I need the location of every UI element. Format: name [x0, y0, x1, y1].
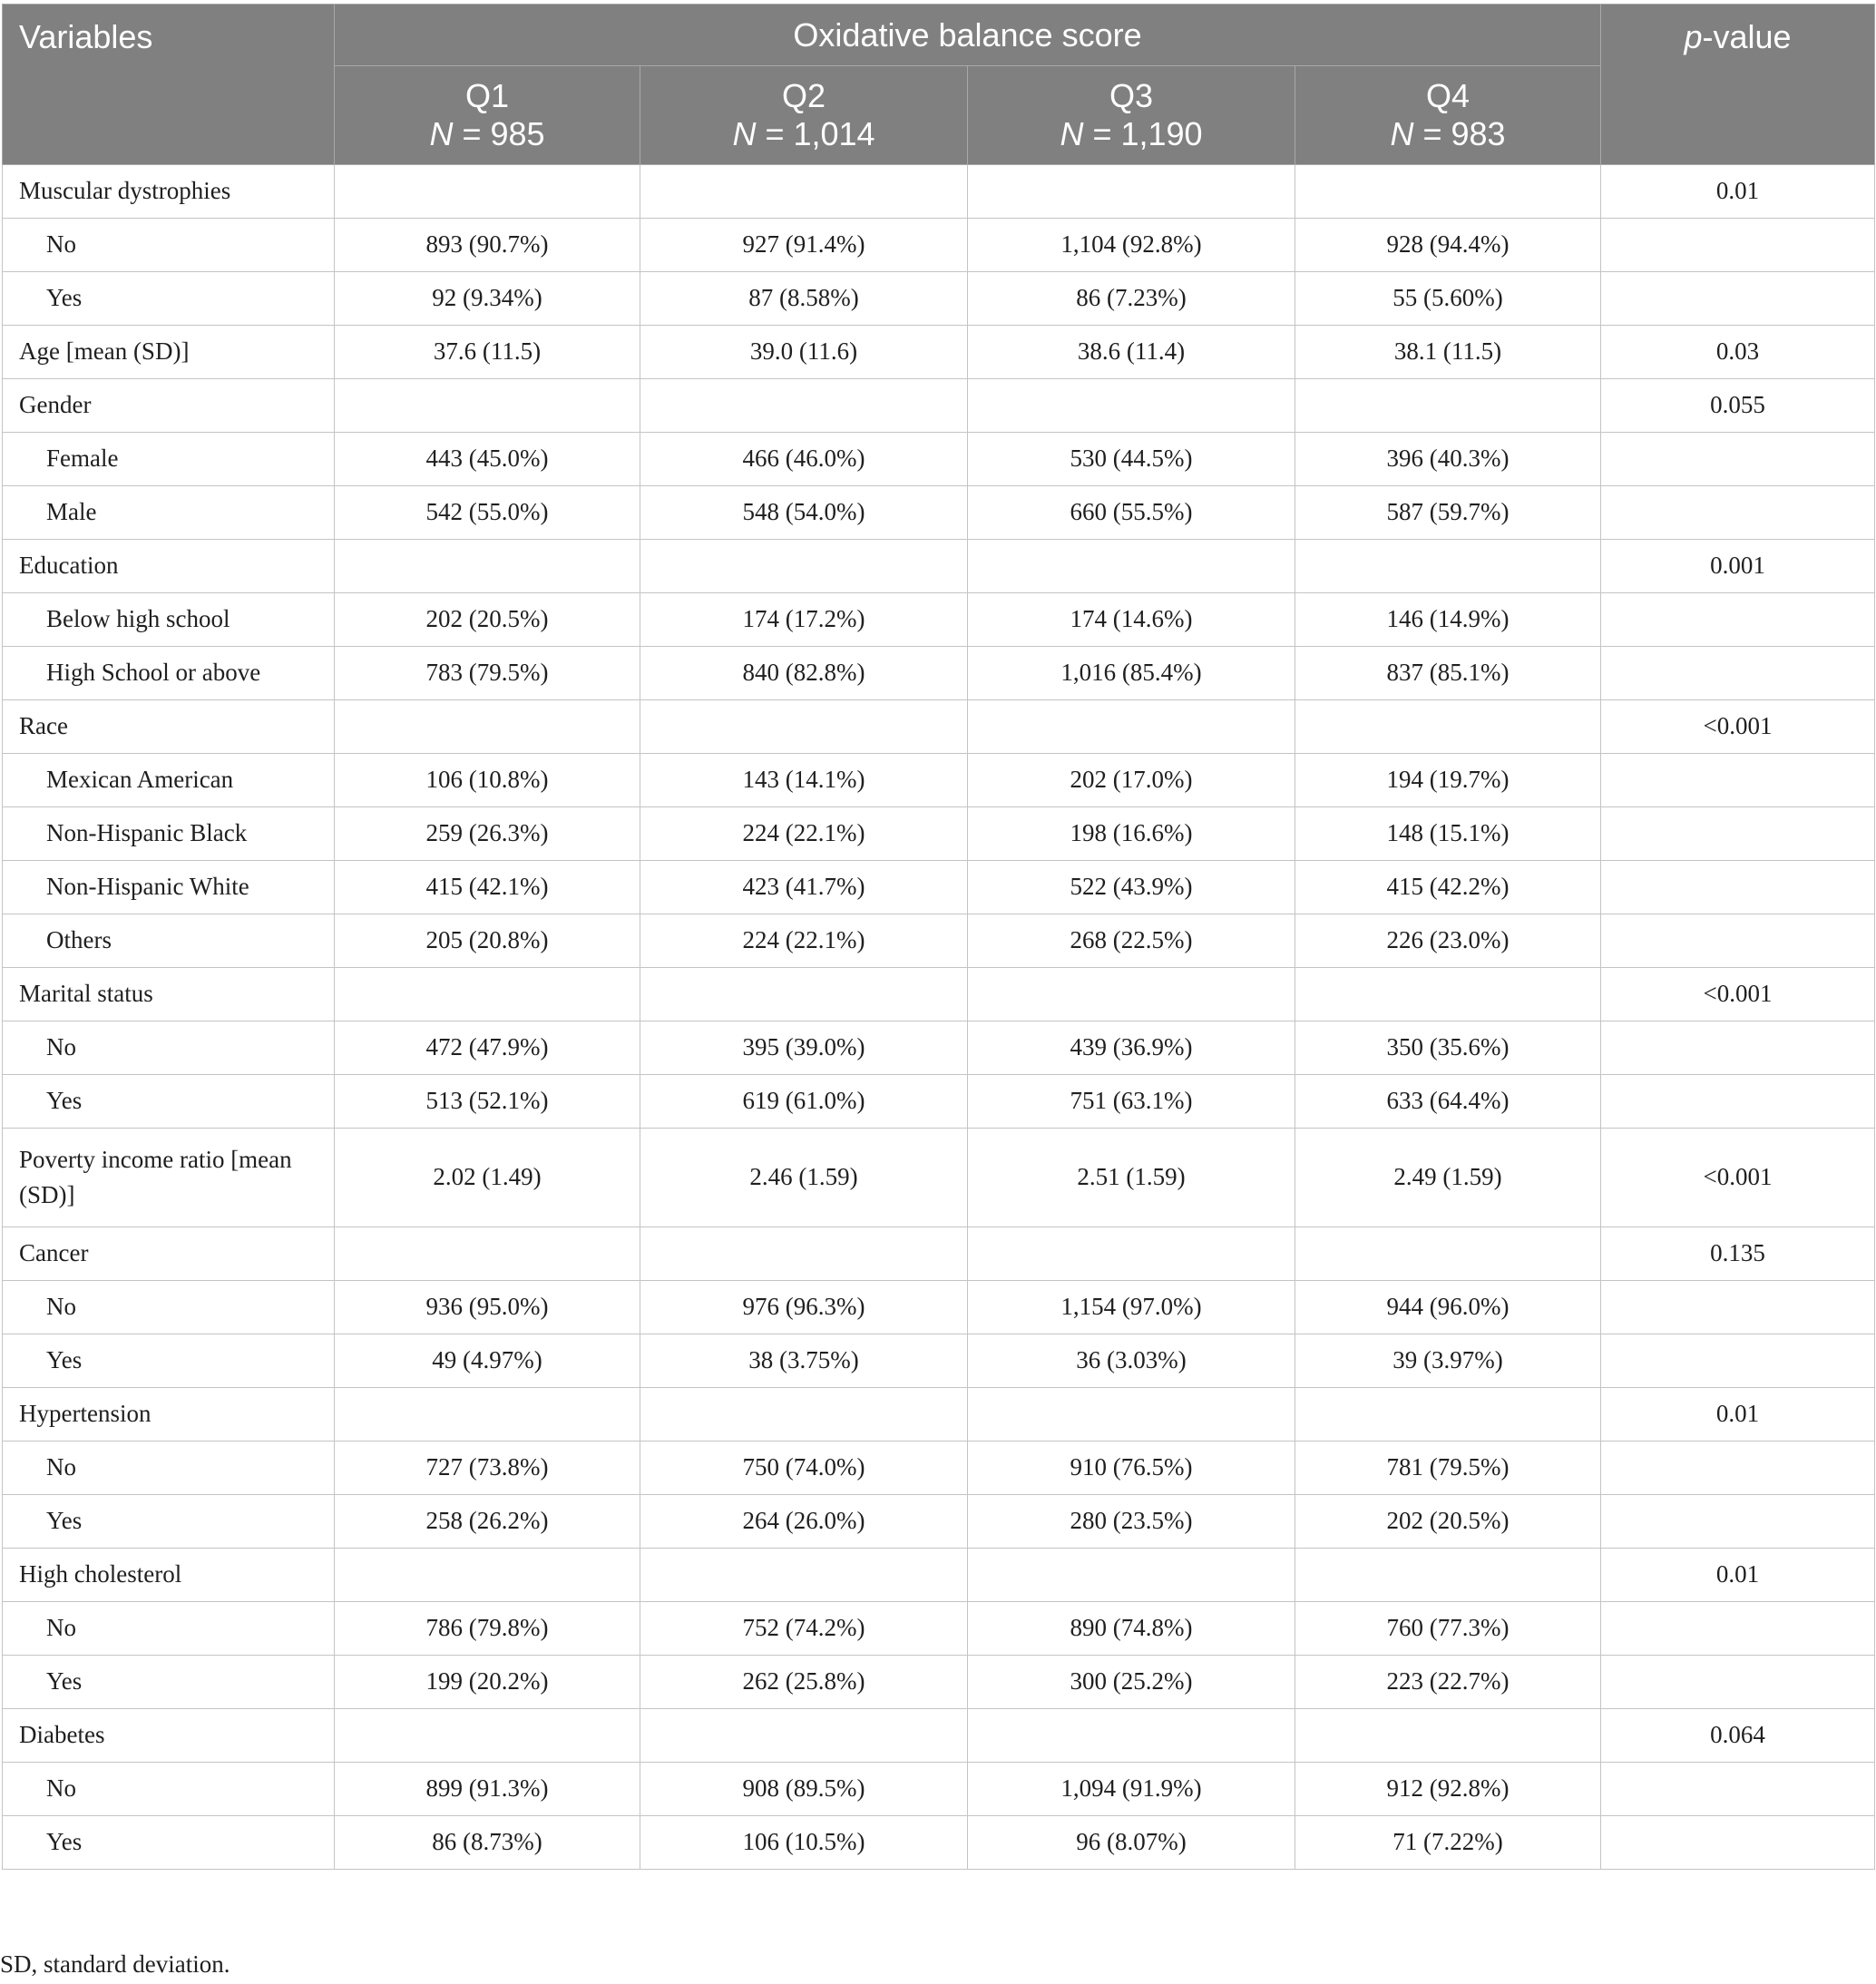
cell-q2 [640, 540, 968, 593]
header-oxidative-balance-score: Oxidative balance score [335, 5, 1601, 66]
table-row [3, 647, 1875, 700]
table-row [3, 1656, 1875, 1709]
header-q1-n-symbol: N [429, 115, 454, 152]
cell-p-value: 0.01 [1601, 1388, 1875, 1442]
header-p-value [1601, 5, 1875, 165]
cell-p-value: 0.001 [1601, 540, 1875, 593]
cell-q4: 194 (19.7%) [1295, 754, 1601, 807]
cell-q3: 1,104 (92.8%) [968, 219, 1295, 272]
cell-q1: 202 (20.5%) [335, 593, 640, 647]
cell-q4: 781 (79.5%) [1295, 1442, 1601, 1495]
cell-q2: 143 (14.1%) [640, 754, 968, 807]
table-row [3, 861, 1875, 914]
table-row [3, 486, 1875, 540]
row-label: Cancer [3, 1227, 335, 1281]
cell-p-value [1601, 433, 1875, 486]
header-q1-n [335, 115, 640, 153]
cell-q2: 174 (17.2%) [640, 593, 968, 647]
cell-q1: 37.6 (11.5) [335, 326, 640, 379]
row-label: Yes [3, 1075, 335, 1129]
row-label: High School or above [3, 647, 335, 700]
table-row [3, 1021, 1875, 1075]
cell-q1: 542 (55.0%) [335, 486, 640, 540]
cell-q4: 760 (77.3%) [1295, 1602, 1601, 1656]
cell-p-value [1601, 807, 1875, 861]
row-label: Non-Hispanic White [3, 861, 335, 914]
cell-p-value [1601, 486, 1875, 540]
cell-q1: 783 (79.5%) [335, 647, 640, 700]
cell-q4 [1295, 379, 1601, 433]
cell-q2: 39.0 (11.6) [640, 326, 968, 379]
cell-q4 [1295, 1227, 1601, 1281]
header-q4-n-value: = 983 [1413, 115, 1506, 152]
row-label: Mexican American [3, 754, 335, 807]
cell-q4 [1295, 968, 1601, 1021]
cell-q2: 548 (54.0%) [640, 486, 968, 540]
cell-q3: 268 (22.5%) [968, 914, 1295, 968]
cell-q3: 36 (3.03%) [968, 1334, 1295, 1388]
cell-q4: 633 (64.4%) [1295, 1075, 1601, 1129]
row-label: Others [3, 914, 335, 968]
table-row [3, 165, 1875, 219]
cell-q3 [968, 540, 1295, 593]
cell-q1: 513 (52.1%) [335, 1075, 640, 1129]
cell-q3: 38.6 (11.4) [968, 326, 1295, 379]
cell-q1: 92 (9.34%) [335, 272, 640, 326]
row-label: Education [3, 540, 335, 593]
cell-p-value [1601, 1656, 1875, 1709]
cell-q2: 262 (25.8%) [640, 1656, 968, 1709]
cell-q2 [640, 379, 968, 433]
header-q1-n-value: = 985 [453, 115, 545, 152]
cell-q4 [1295, 1549, 1601, 1602]
cell-p-value: 0.055 [1601, 379, 1875, 433]
row-label: No [3, 1763, 335, 1816]
cell-q3: 2.51 (1.59) [968, 1129, 1295, 1227]
row-label: Female [3, 433, 335, 486]
cell-q1: 727 (73.8%) [335, 1442, 640, 1495]
cell-q3: 522 (43.9%) [968, 861, 1295, 914]
row-label: Hypertension [3, 1388, 335, 1442]
cell-q3: 439 (36.9%) [968, 1021, 1295, 1075]
cell-p-value [1601, 272, 1875, 326]
row-label: Yes [3, 1656, 335, 1709]
row-label: No [3, 1602, 335, 1656]
table-row [3, 914, 1875, 968]
cell-q1: 86 (8.73%) [335, 1816, 640, 1870]
table-row [3, 1709, 1875, 1763]
table-row [3, 1763, 1875, 1816]
cell-q2: 840 (82.8%) [640, 647, 968, 700]
table-row [3, 540, 1875, 593]
row-label: Age [mean (SD)] [3, 326, 335, 379]
cell-q4: 350 (35.6%) [1295, 1021, 1601, 1075]
row-label: No [3, 1021, 335, 1075]
cell-q3: 890 (74.8%) [968, 1602, 1295, 1656]
cell-q4: 223 (22.7%) [1295, 1656, 1601, 1709]
row-label: Poverty income ratio [mean (SD)] [3, 1129, 335, 1227]
cell-q1: 472 (47.9%) [335, 1021, 640, 1075]
cell-q3: 202 (17.0%) [968, 754, 1295, 807]
header-q1-label: Q1 [464, 77, 510, 114]
table-row [3, 1388, 1875, 1442]
cell-p-value: 0.01 [1601, 165, 1875, 219]
row-label: High cholesterol [3, 1549, 335, 1602]
cell-q3: 1,094 (91.9%) [968, 1763, 1295, 1816]
cell-q1 [335, 540, 640, 593]
header-p-value-suffix: -value [1702, 18, 1792, 55]
cell-q3: 300 (25.2%) [968, 1656, 1295, 1709]
header-q4-label: Q4 [1426, 77, 1471, 114]
header-q3-n [968, 115, 1295, 153]
cell-p-value [1601, 1763, 1875, 1816]
table-row [3, 1495, 1875, 1549]
row-label: No [3, 1442, 335, 1495]
row-label: Race [3, 700, 335, 754]
table-row [3, 807, 1875, 861]
characteristics-table [2, 4, 1875, 1870]
cell-q1: 258 (26.2%) [335, 1495, 640, 1549]
table-row [3, 1816, 1875, 1870]
cell-q4: 148 (15.1%) [1295, 807, 1601, 861]
header-q3-n-symbol: N [1060, 115, 1084, 152]
table-row [3, 1602, 1875, 1656]
table-row [3, 1442, 1875, 1495]
cell-q4: 226 (23.0%) [1295, 914, 1601, 968]
header-q4 [1295, 66, 1601, 165]
table-row [3, 754, 1875, 807]
cell-q2: 87 (8.58%) [640, 272, 968, 326]
header-variables: Variables [3, 5, 335, 165]
cell-p-value [1601, 1816, 1875, 1870]
row-label: Muscular dystrophies [3, 165, 335, 219]
row-label: No [3, 219, 335, 272]
cell-p-value [1601, 1021, 1875, 1075]
header-q2 [640, 66, 968, 165]
cell-p-value: 0.01 [1601, 1549, 1875, 1602]
cell-q4 [1295, 1709, 1601, 1763]
cell-p-value [1601, 914, 1875, 968]
cell-q3: 86 (7.23%) [968, 272, 1295, 326]
header-q3-n-value: = 1,190 [1083, 115, 1203, 152]
table-row [3, 700, 1875, 754]
row-label: Below high school [3, 593, 335, 647]
cell-q3: 1,016 (85.4%) [968, 647, 1295, 700]
cell-q2: 619 (61.0%) [640, 1075, 968, 1129]
header-q2-n-value: = 1,014 [756, 115, 875, 152]
cell-q2: 752 (74.2%) [640, 1602, 968, 1656]
cell-q3 [968, 1227, 1295, 1281]
header-q3-label: Q3 [1109, 77, 1154, 114]
cell-p-value [1601, 1602, 1875, 1656]
cell-q4: 39 (3.97%) [1295, 1334, 1601, 1388]
table-row [3, 1334, 1875, 1388]
table-row [3, 1075, 1875, 1129]
cell-q1 [335, 700, 640, 754]
cell-q3 [968, 1709, 1295, 1763]
cell-q4: 396 (40.3%) [1295, 433, 1601, 486]
table-row [3, 326, 1875, 379]
table-row [3, 1227, 1875, 1281]
cell-q1 [335, 1709, 640, 1763]
cell-q3 [968, 165, 1295, 219]
cell-q3 [968, 1388, 1295, 1442]
cell-q4: 146 (14.9%) [1295, 593, 1601, 647]
cell-p-value [1601, 593, 1875, 647]
cell-q4: 71 (7.22%) [1295, 1816, 1601, 1870]
header-q1 [335, 66, 640, 165]
table-body [3, 165, 1875, 1870]
cell-q1: 786 (79.8%) [335, 1602, 640, 1656]
cell-p-value: 0.03 [1601, 326, 1875, 379]
cell-q1: 259 (26.3%) [335, 807, 640, 861]
cell-q4: 55 (5.60%) [1295, 272, 1601, 326]
cell-q4: 202 (20.5%) [1295, 1495, 1601, 1549]
cell-p-value [1601, 1075, 1875, 1129]
cell-q2: 106 (10.5%) [640, 1816, 968, 1870]
cell-q3: 910 (76.5%) [968, 1442, 1295, 1495]
cell-q3: 1,154 (97.0%) [968, 1281, 1295, 1334]
cell-q2 [640, 1709, 968, 1763]
table-row [3, 1281, 1875, 1334]
cell-p-value [1601, 1442, 1875, 1495]
cell-q1: 936 (95.0%) [335, 1281, 640, 1334]
cell-q3: 751 (63.1%) [968, 1075, 1295, 1129]
cell-q3 [968, 700, 1295, 754]
header-q4-n-symbol: N [1390, 115, 1414, 152]
cell-q1 [335, 1388, 640, 1442]
table-row [3, 593, 1875, 647]
cell-q2 [640, 1388, 968, 1442]
cell-q2 [640, 700, 968, 754]
cell-q1: 415 (42.1%) [335, 861, 640, 914]
cell-q2: 264 (26.0%) [640, 1495, 968, 1549]
cell-q4 [1295, 165, 1601, 219]
header-q2-n [640, 115, 967, 153]
row-label: Marital status [3, 968, 335, 1021]
cell-p-value [1601, 1334, 1875, 1388]
cell-q3: 174 (14.6%) [968, 593, 1295, 647]
cell-q1 [335, 1227, 640, 1281]
cell-q3: 660 (55.5%) [968, 486, 1295, 540]
cell-p-value: <0.001 [1601, 968, 1875, 1021]
cell-p-value: <0.001 [1601, 1129, 1875, 1227]
table-header [3, 5, 1875, 165]
cell-q4: 2.49 (1.59) [1295, 1129, 1601, 1227]
row-label: No [3, 1281, 335, 1334]
cell-q2: 395 (39.0%) [640, 1021, 968, 1075]
cell-q1: 443 (45.0%) [335, 433, 640, 486]
cell-p-value [1601, 647, 1875, 700]
table-row [3, 433, 1875, 486]
cell-q4: 587 (59.7%) [1295, 486, 1601, 540]
row-label: Yes [3, 1334, 335, 1388]
table-row [3, 1549, 1875, 1602]
cell-q1: 2.02 (1.49) [335, 1129, 640, 1227]
cell-q1: 893 (90.7%) [335, 219, 640, 272]
cell-q2 [640, 1227, 968, 1281]
cell-q1: 106 (10.8%) [335, 754, 640, 807]
cell-p-value: <0.001 [1601, 700, 1875, 754]
row-label: Gender [3, 379, 335, 433]
cell-q1: 49 (4.97%) [335, 1334, 640, 1388]
cell-q1 [335, 968, 640, 1021]
cell-q3 [968, 1549, 1295, 1602]
cell-q2: 2.46 (1.59) [640, 1129, 968, 1227]
cell-q1 [335, 379, 640, 433]
cell-q3: 198 (16.6%) [968, 807, 1295, 861]
cell-q2: 224 (22.1%) [640, 807, 968, 861]
cell-q1 [335, 165, 640, 219]
cell-q3: 96 (8.07%) [968, 1816, 1295, 1870]
row-label: Yes [3, 1495, 335, 1549]
cell-q1: 199 (20.2%) [335, 1656, 640, 1709]
table-row [3, 219, 1875, 272]
header-q4-n [1295, 115, 1600, 153]
cell-q1: 205 (20.8%) [335, 914, 640, 968]
cell-q4: 837 (85.1%) [1295, 647, 1601, 700]
cell-q2: 38 (3.75%) [640, 1334, 968, 1388]
cell-q2: 423 (41.7%) [640, 861, 968, 914]
row-label: Diabetes [3, 1709, 335, 1763]
cell-p-value: 0.135 [1601, 1227, 1875, 1281]
cell-q3: 280 (23.5%) [968, 1495, 1295, 1549]
cell-q4 [1295, 700, 1601, 754]
cell-p-value [1601, 754, 1875, 807]
cell-q3: 530 (44.5%) [968, 433, 1295, 486]
cell-q4: 944 (96.0%) [1295, 1281, 1601, 1334]
cell-q2 [640, 1549, 968, 1602]
table-footnote: SD, standard deviation. [0, 1950, 230, 1978]
row-label: Yes [3, 1816, 335, 1870]
header-row-top [3, 5, 1875, 66]
header-p-value-italic: p [1684, 18, 1703, 55]
cell-q4: 415 (42.2%) [1295, 861, 1601, 914]
cell-p-value [1601, 1281, 1875, 1334]
cell-p-value [1601, 861, 1875, 914]
cell-q2: 466 (46.0%) [640, 433, 968, 486]
header-q3 [968, 66, 1295, 165]
cell-q4: 38.1 (11.5) [1295, 326, 1601, 379]
cell-q2: 976 (96.3%) [640, 1281, 968, 1334]
cell-p-value [1601, 219, 1875, 272]
cell-q4 [1295, 540, 1601, 593]
cell-q1 [335, 1549, 640, 1602]
cell-q2: 224 (22.1%) [640, 914, 968, 968]
cell-q4 [1295, 1388, 1601, 1442]
row-label: Non-Hispanic Black [3, 807, 335, 861]
cell-q2: 927 (91.4%) [640, 219, 968, 272]
cell-q2: 908 (89.5%) [640, 1763, 968, 1816]
table-row [3, 272, 1875, 326]
row-label: Yes [3, 272, 335, 326]
header-q2-label: Q2 [781, 77, 826, 114]
cell-q2: 750 (74.0%) [640, 1442, 968, 1495]
row-label: Male [3, 486, 335, 540]
table-row [3, 1129, 1875, 1227]
cell-q2 [640, 968, 968, 1021]
cell-q4: 928 (94.4%) [1295, 219, 1601, 272]
cell-q4: 912 (92.8%) [1295, 1763, 1601, 1816]
cell-q2 [640, 165, 968, 219]
cell-p-value [1601, 1495, 1875, 1549]
table-row [3, 379, 1875, 433]
header-q2-n-symbol: N [732, 115, 757, 152]
table-row [3, 968, 1875, 1021]
cell-p-value: 0.064 [1601, 1709, 1875, 1763]
cell-q1: 899 (91.3%) [335, 1763, 640, 1816]
cell-q3 [968, 968, 1295, 1021]
cell-q3 [968, 379, 1295, 433]
